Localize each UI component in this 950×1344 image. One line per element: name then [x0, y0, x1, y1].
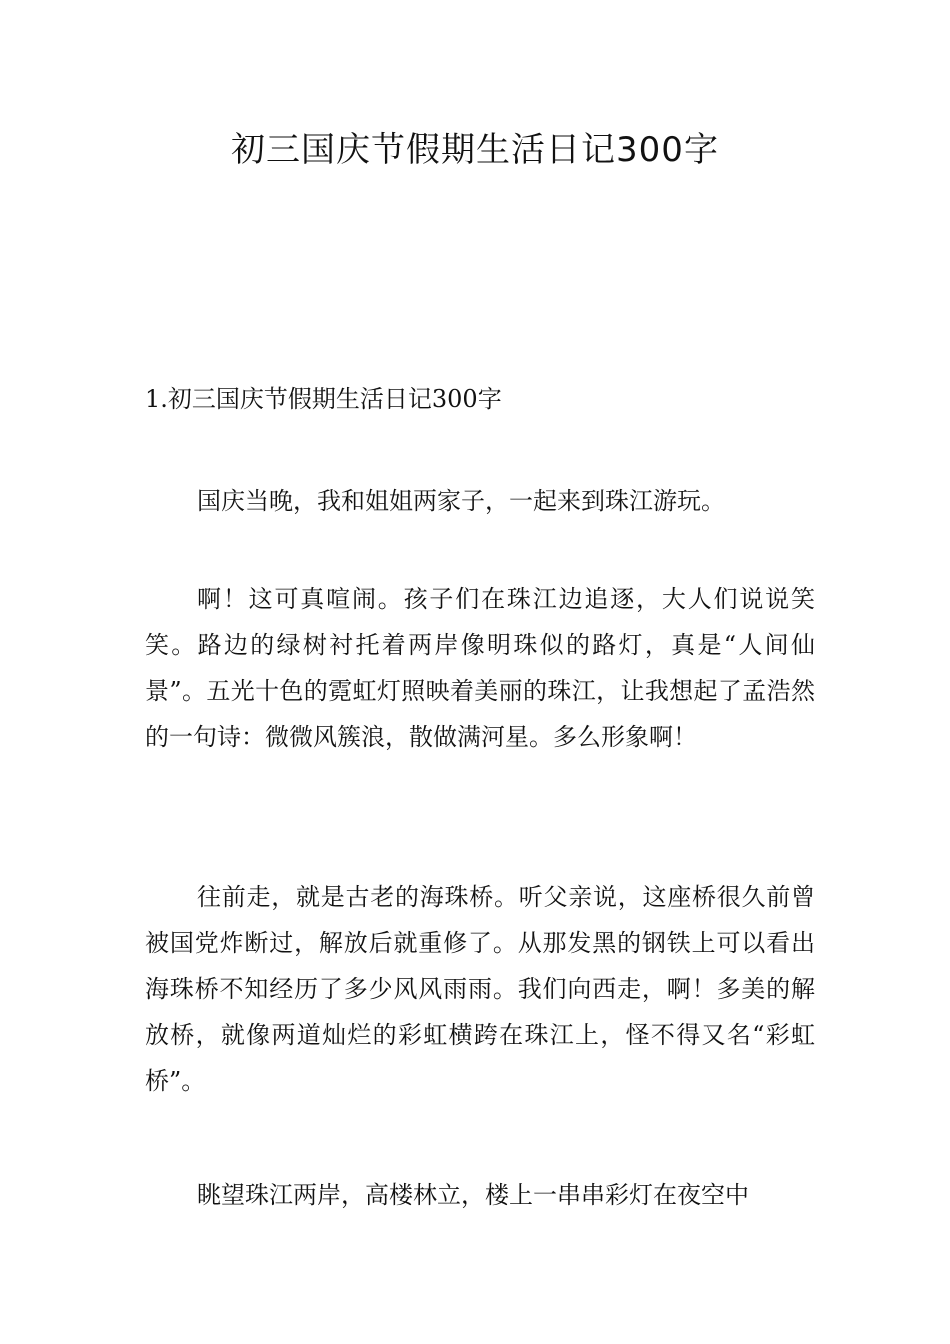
- paragraph-4: 眺望珠江两岸，高楼林立，楼上一串串彩灯在夜空中: [197, 1181, 749, 1209]
- paragraph-1: 国庆当晚，我和姐姐两家子，一起来到珠江游玩。: [197, 487, 725, 515]
- section-heading: 1.初三国庆节假期生活日记300字: [145, 385, 502, 413]
- document-title: 初三国庆节假期生活日记300字: [231, 130, 719, 170]
- paragraph-2: 啊！这可真喧闹。孩子们在珠江边追逐，大人们说说笑笑。路边的绿树衬托着两岸像明珠似的路灯，真是“人间仙景”。五光十色的霓虹灯照映着美丽的珠江，让我想起了孟浩然的一句诗：微微风簇浪，散做满河星。多么形象啊！: [145, 585, 815, 751]
- paragraph-3: 往前走，就是古老的海珠桥。听父亲说，这座桥很久前曾被国党炸断过，解放后就重修了。从那发黑的钢铁上可以看出海珠桥不知经历了多少风风雨雨。我们向西走，啊！多美的解放桥，就像两道灿烂的彩虹横跨在珠江上，怪不得又名“彩虹桥”。: [145, 883, 815, 1095]
